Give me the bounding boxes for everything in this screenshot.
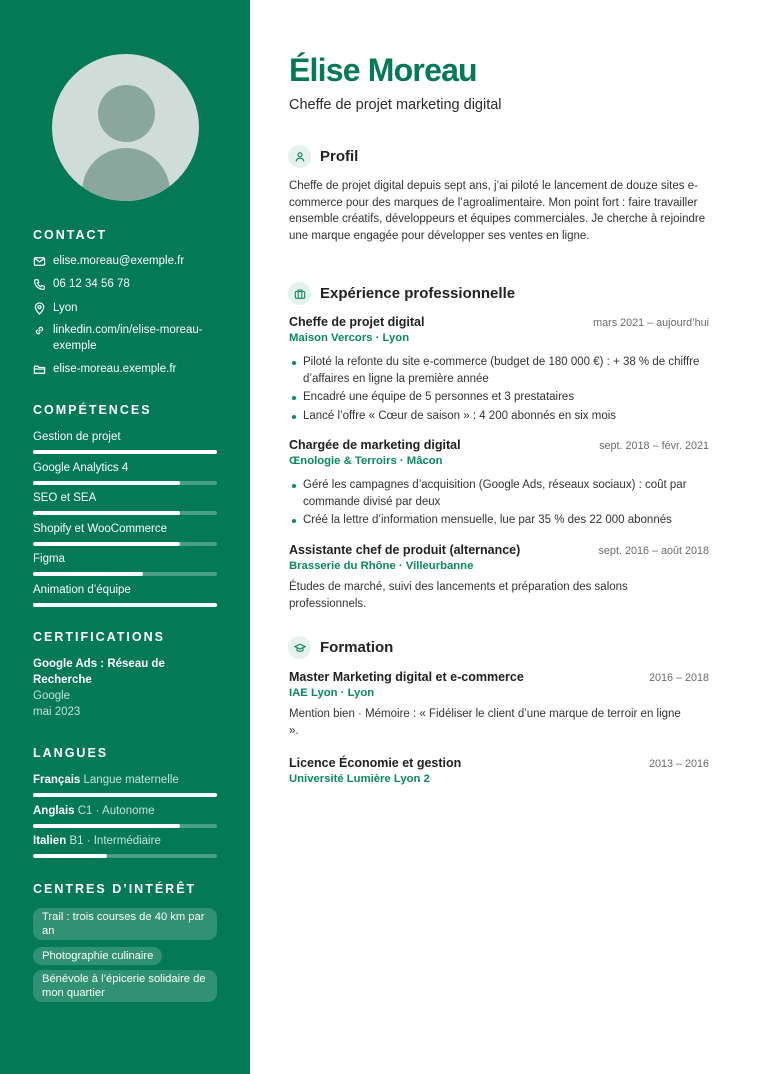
skill-label: SEO et SEA	[33, 492, 97, 504]
skill-bar-fill	[33, 511, 180, 515]
language-item	[33, 804, 217, 828]
profile-title: Profil	[320, 148, 359, 165]
certifications-heading: CERTIFICATIONS	[33, 630, 165, 644]
avatar-head-shape	[98, 85, 155, 142]
skill-bar-fill	[33, 450, 217, 454]
education-entry	[289, 670, 709, 739]
skill-label: Figma	[33, 553, 65, 565]
skill-bar-fill	[33, 603, 217, 607]
job-bullet: Lancé l’offre « Cœur de saison » : 4 200 abonnés en six mois	[289, 408, 709, 425]
contact-linkedin-text: linkedin.com/in/elise-moreau-exemple	[53, 324, 203, 352]
job-bullet: Créé la lettre d’information mensuelle, lue par 35 % des 22 000 abonnés	[289, 512, 709, 529]
avatar	[52, 54, 199, 201]
school-name: IAE Lyon · Lyon	[289, 687, 375, 699]
skill-bar	[33, 511, 217, 515]
language-name: Anglais	[33, 805, 75, 817]
skill-label: Animation d’équipe	[33, 584, 131, 596]
skill-item	[33, 491, 217, 515]
degree-title: Licence Économie et gestion	[289, 756, 462, 770]
contact-linkedin[interactable]	[33, 322, 223, 354]
job-dates: sept. 2016 – août 2018	[598, 545, 709, 557]
graduation-cap-icon	[288, 636, 311, 659]
skill-label: Gestion de projet	[33, 431, 121, 443]
language-level: B1 · Intermédiaire	[69, 835, 161, 847]
mail-icon	[33, 255, 46, 268]
language-level: C1 · Autonome	[77, 805, 155, 817]
job-dates: mars 2021 – aujourd’hui	[593, 317, 709, 329]
language-bar-fill	[33, 793, 217, 797]
avatar-body-shape	[82, 148, 170, 201]
language-level: Langue maternelle	[83, 774, 179, 786]
candidate-name: Élise Moreau	[289, 52, 477, 88]
degree-title: Master Marketing digital et e-commerce	[289, 670, 524, 684]
experience-title: Expérience professionnelle	[320, 285, 516, 302]
language-bar-fill	[33, 824, 180, 828]
contact-location-text: Lyon	[53, 302, 78, 314]
link-icon	[33, 324, 46, 337]
certification-date: mai 2023	[33, 706, 81, 718]
skill-bar	[33, 450, 217, 454]
job-entry	[289, 438, 709, 467]
language-bar	[33, 824, 217, 828]
interest-chip: Bénévole à l’épicerie solidaire de mon quartier	[33, 970, 217, 1002]
interest-chip: Trail : trois courses de 40 km par an	[33, 908, 217, 940]
language-name: Français	[33, 774, 81, 786]
skill-bar	[33, 603, 217, 607]
language-item	[33, 773, 217, 797]
job-title: Chargée de marketing digital	[289, 438, 461, 452]
job-bullet: Piloté la refonte du site e-commerce (budget de 180 000 €) : + 38 % de chiffre d’affaires en ligne la première année	[289, 354, 709, 387]
sidebar	[0, 0, 250, 1074]
school-name: Université Lumière Lyon 2	[289, 773, 430, 785]
contact-phone-text: 06 12 34 56 78	[53, 278, 130, 290]
briefcase-icon	[288, 282, 311, 305]
job-bullet: Géré les campagnes d’acquisition (Google Ads, réseaux sociaux) : coût par commande divisé par deux	[289, 477, 709, 510]
job-entry	[289, 315, 709, 344]
contact-location	[33, 300, 223, 316]
language-bar-fill	[33, 854, 107, 858]
education-title: Formation	[320, 639, 394, 656]
skill-bar	[33, 481, 217, 485]
degree-description: Mention bien · Mémoire : « Fidéliser le client d’une marque de terroir en ligne ».	[289, 708, 681, 737]
interest-chip: Photographie culinaire	[33, 947, 162, 965]
language-name: Italien	[33, 835, 67, 847]
certification-item	[33, 656, 217, 720]
skill-label: Shopify et WooCommerce	[33, 523, 168, 535]
language-bar	[33, 854, 217, 858]
certification-title: Google Ads : Réseau de Recherche	[33, 658, 165, 686]
location-pin-icon	[33, 302, 46, 315]
skill-label: Google Analytics 4	[33, 462, 129, 474]
job-title: Assistante chef de produit (alternance)	[289, 543, 521, 557]
language-item	[33, 834, 217, 858]
languages-heading: LANGUES	[33, 746, 109, 760]
skill-bar-fill	[33, 542, 180, 546]
job-description: Études de marché, suivi des lancements et préparation des salons professionnels.	[289, 581, 628, 610]
certification-issuer: Google	[33, 690, 71, 702]
skill-item	[33, 552, 217, 576]
contact-email-text: elise.moreau@exemple.fr	[53, 255, 185, 267]
job-bullet: Encadré une équipe de 5 personnes et 3 prestataires	[289, 389, 709, 406]
language-bar	[33, 793, 217, 797]
contact-email[interactable]	[33, 253, 223, 269]
user-icon	[288, 145, 311, 168]
candidate-role: Cheffe de projet marketing digital	[289, 97, 502, 113]
education-section-header	[288, 636, 393, 659]
skill-item	[33, 522, 217, 546]
folder-icon	[33, 363, 46, 376]
experience-section-header	[288, 282, 515, 305]
job-company: Brasserie du Rhône · Villeurbanne	[289, 560, 474, 572]
skill-bar	[33, 542, 217, 546]
degree-dates: 2016 – 2018	[648, 672, 709, 684]
profile-section-header	[288, 145, 358, 168]
phone-icon	[33, 278, 46, 291]
education-entry	[289, 756, 709, 785]
skill-bar-fill	[33, 572, 143, 576]
job-title: Cheffe de projet digital	[289, 315, 425, 329]
skill-bar	[33, 572, 217, 576]
profile-text: Cheffe de projet digital depuis sept ans, j’ai piloté le lancement de douze sites e-commerce pour des marques de l’agroalimentaire. Mon point fort : faire travailler ensemble créatifs, développeurs et équipes commerciales. Je cherche à rejoindre une marque engagée pour développer ses ventes en ligne.	[289, 180, 706, 242]
main-content	[250, 0, 760, 1074]
skill-item	[33, 461, 217, 485]
skills-heading: COMPÉTENCES	[33, 403, 152, 417]
job-dates: sept. 2018 – févr. 2021	[599, 440, 709, 452]
job-entry	[289, 543, 709, 612]
contact-website-text: elise-moreau.exemple.fr	[53, 363, 177, 375]
contact-phone[interactable]	[33, 276, 223, 292]
skill-bar-fill	[33, 481, 180, 485]
contact-heading: CONTACT	[33, 228, 108, 242]
degree-dates: 2013 – 2016	[648, 758, 709, 770]
interests-heading: CENTRES D’INTÉRÊT	[33, 882, 197, 896]
skill-item	[33, 583, 217, 607]
job-company: Maison Vercors · Lyon	[289, 332, 410, 344]
skill-item	[33, 430, 217, 454]
job-company: Œnologie & Terroirs · Mâcon	[289, 455, 443, 467]
contact-website[interactable]	[33, 361, 223, 377]
